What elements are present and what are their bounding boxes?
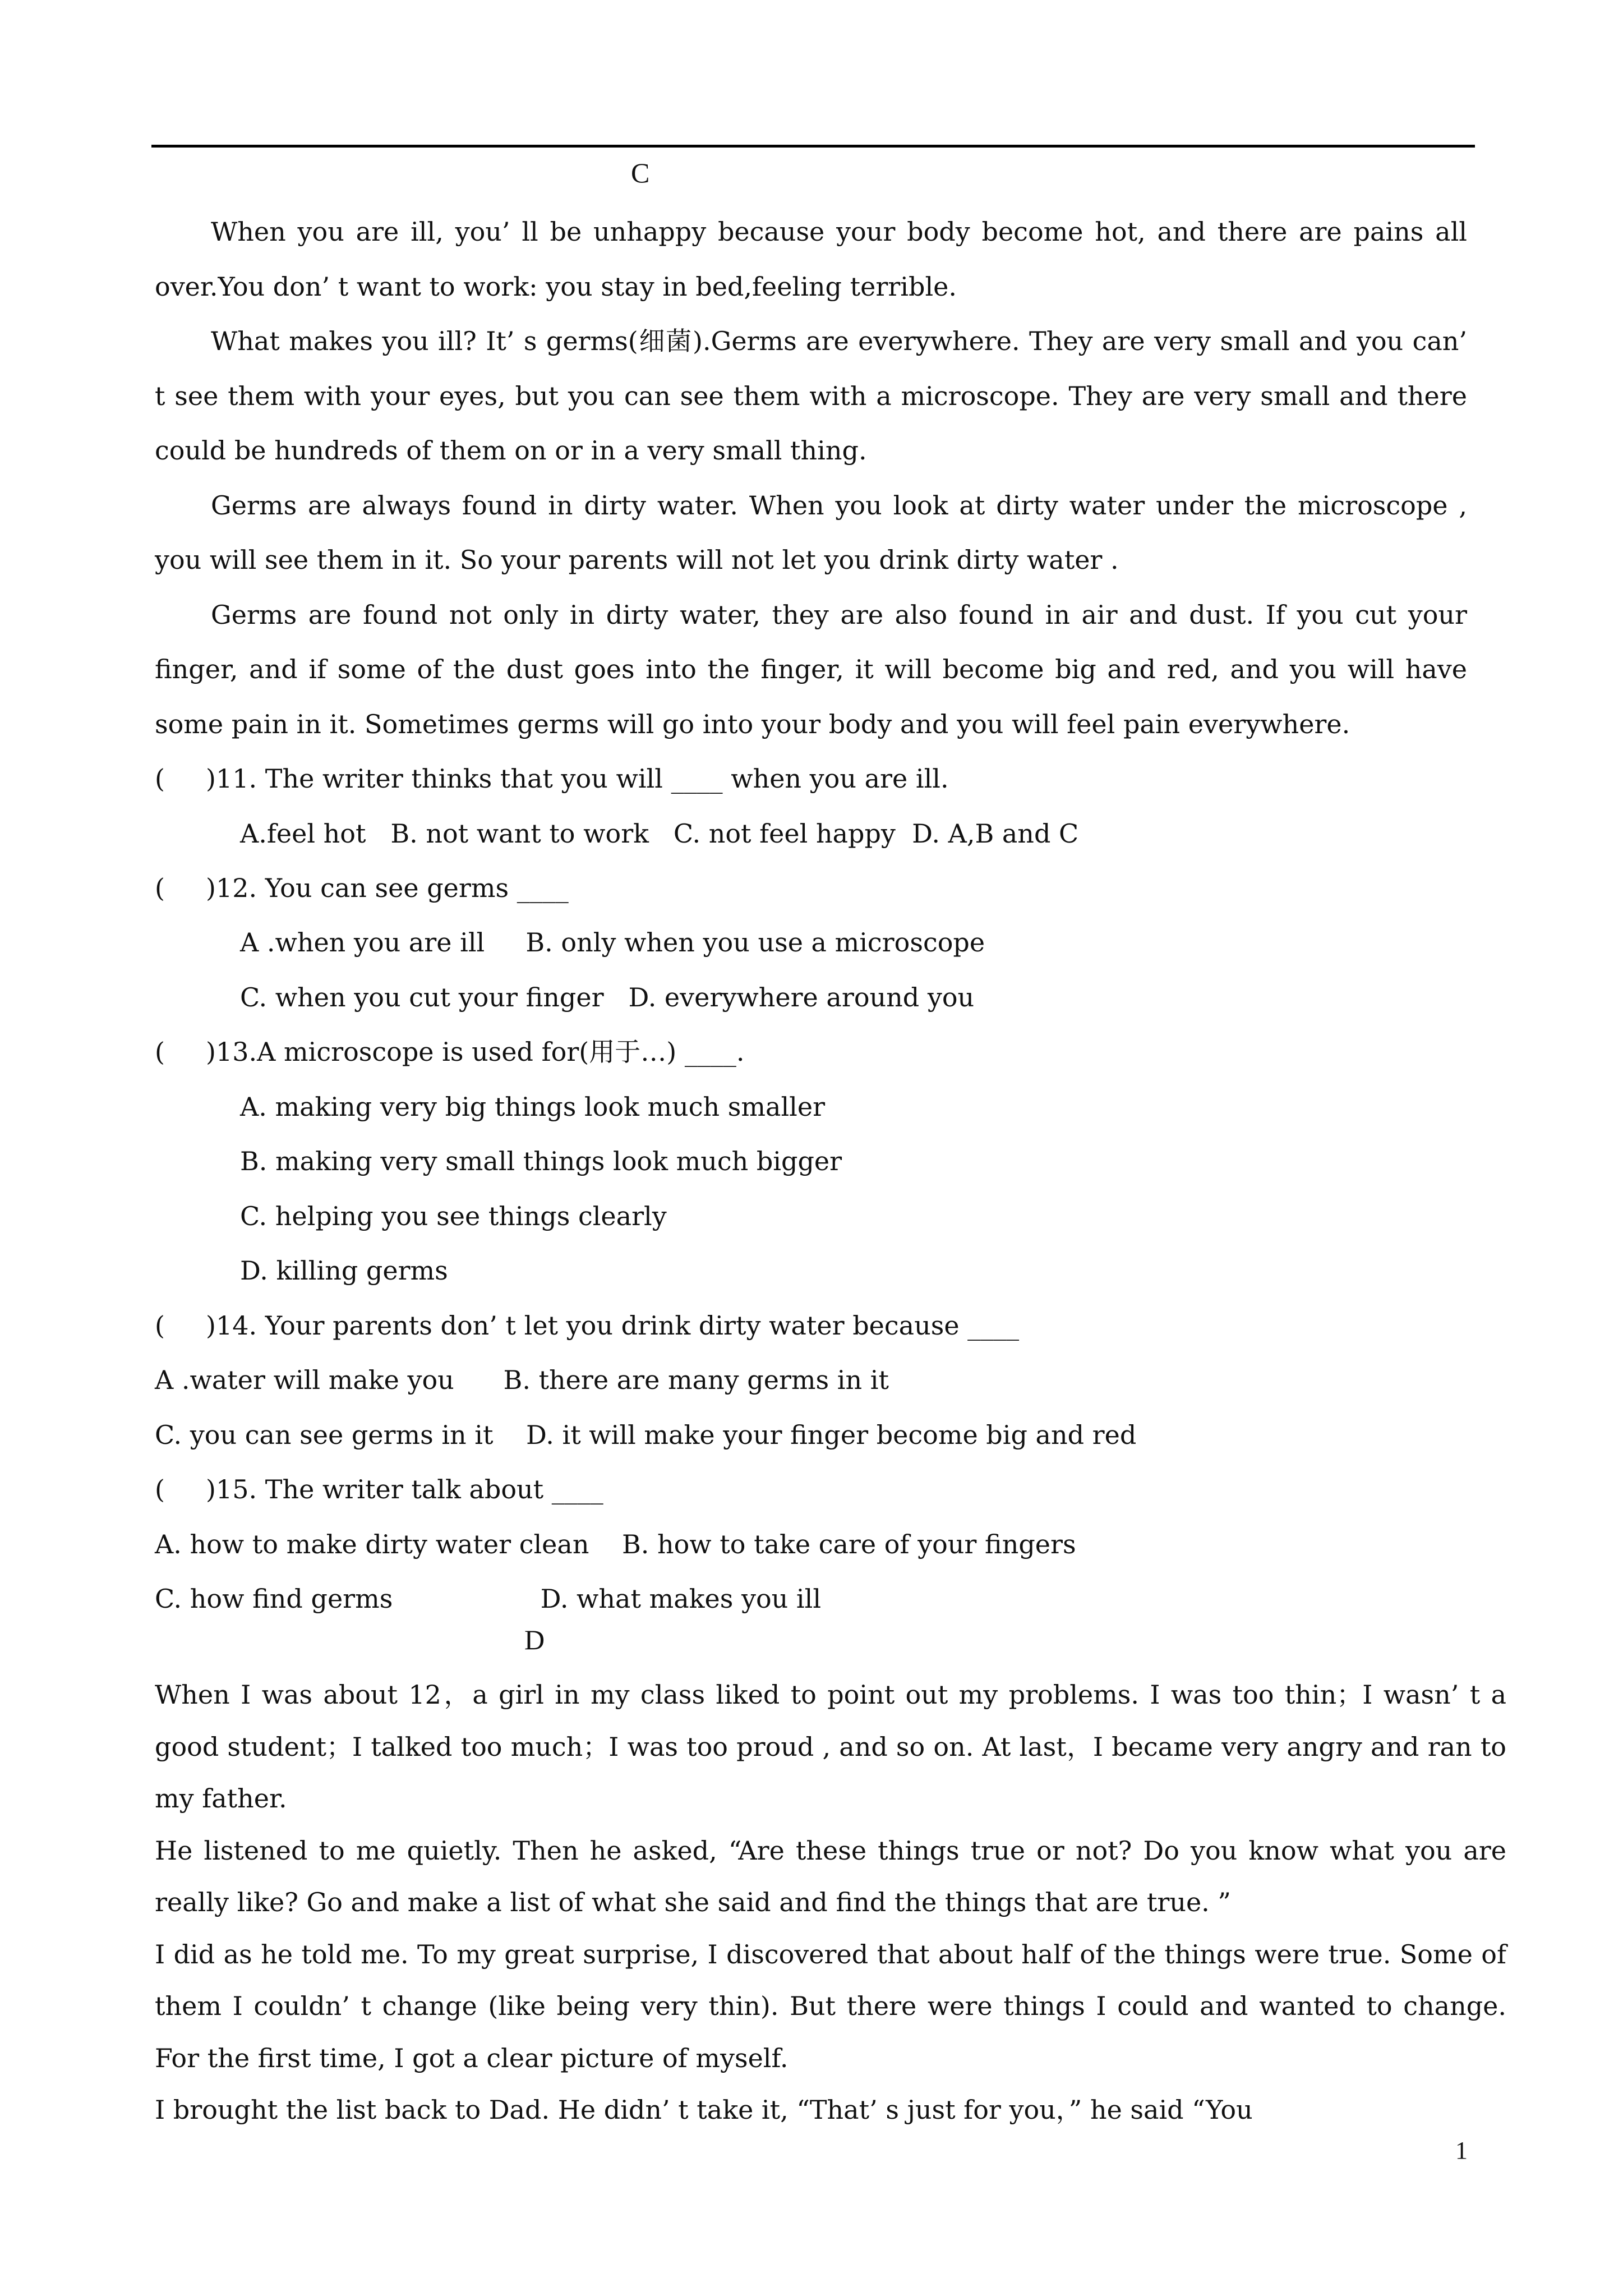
question-14-options: A .water will make you B. there are many germs in it: [155, 1365, 889, 1395]
passage-paragraph: When you are ill, you’ ll be unhappy because your body become hot, and there are pains all over.You don’ t want to work: you stay in bed,feeling terrible.: [155, 217, 1467, 302]
passage-paragraph: I brought the list back to Dad. He didn’ t take it, “That’ s just for you，” he said “You: [155, 2095, 1253, 2125]
passage-paragraph: Germs are always found in dirty water. When you look at dirty water under the microscope , you will see them in it. So your parents will not let you drink dirty water .: [155, 490, 1467, 575]
question-14-options: C. you can see germs in it D. it will make your finger become big and red: [155, 1420, 1137, 1450]
question-12-stem: ( )12. You can see germs ____: [155, 873, 569, 903]
question-12-options: C. when you cut your finger D. everywhere around you: [240, 982, 975, 1013]
passage-paragraph: He listened to me quietly. Then he asked, “Are these things true or not? Do you know what you are really like? Go and make a list of what she said and find the things that are true. ”: [155, 1835, 1506, 1917]
question-13-option-a: A. making very big things look much smaller: [240, 1092, 826, 1122]
passage-paragraph: What makes you ill? It’ s germs(细菌).Germs are everywhere. They are very small and you can’ t see them with your eyes, but you can see them with a microscope. They are very small and there could be hundreds of them on or in a very small thing.: [155, 326, 1467, 466]
question-13-option-c: C. helping you see things clearly: [240, 1201, 667, 1231]
section-c-heading: C: [631, 157, 650, 188]
question-12-options: A .when you are ill B. only when you use a microscope: [240, 927, 985, 958]
passage-paragraph: I did as he told me. To my great surprise, I discovered that about half of the things were true. Some of them I couldn’ t change (like being very thin). But there were things I could and wanted to change. For the first time, I got a clear picture of myself.: [155, 1939, 1506, 2073]
page-number: 1: [1455, 2137, 1468, 2164]
question-13-stem: ( )13.A microscope is used for(用于…) ____.: [155, 1037, 745, 1067]
question-14-stem: ( )14. Your parents don’ t let you drink dirty water because ____: [155, 1310, 1020, 1341]
passage-paragraph: Germs are found not only in dirty water, they are also found in air and dust. If you cut your finger, and if some of the dust goes into the finger, it will become big and red, and you will have some pain in it. Sometimes germs will go into your body and you will feel pain everywhere.: [155, 599, 1467, 739]
section-d-passage: [155, 1669, 1506, 2136]
question-11-stem: ( )11. The writer thinks that you will ____ when you are ill.: [155, 763, 949, 794]
question-15-stem: ( )15. The writer talk about ____: [155, 1474, 603, 1504]
question-15-options: C. how find germs D. what makes you ill: [155, 1584, 822, 1614]
question-13-option-b: B. making very small things look much bigger: [240, 1146, 842, 1176]
question-13-option-d: D. killing germs: [240, 1255, 448, 1286]
header-rule: [151, 145, 1475, 148]
question-15-options: A. how to make dirty water clean B. how to take care of your fingers: [155, 1529, 1076, 1559]
passage-paragraph: When I was about 12，a girl in my class liked to point out my problems. I was too thin；I wasn’ t a good student；I talked too much；I was too proud , and so on. At last，I became very angry and ran to my father.: [155, 1680, 1506, 1814]
question-11-options: A.feel hot B. not want to work C. not feel happy D. A,B and C: [240, 818, 1079, 849]
section-c-passage: [155, 205, 1467, 752]
section-d-heading: D: [524, 1624, 545, 1655]
